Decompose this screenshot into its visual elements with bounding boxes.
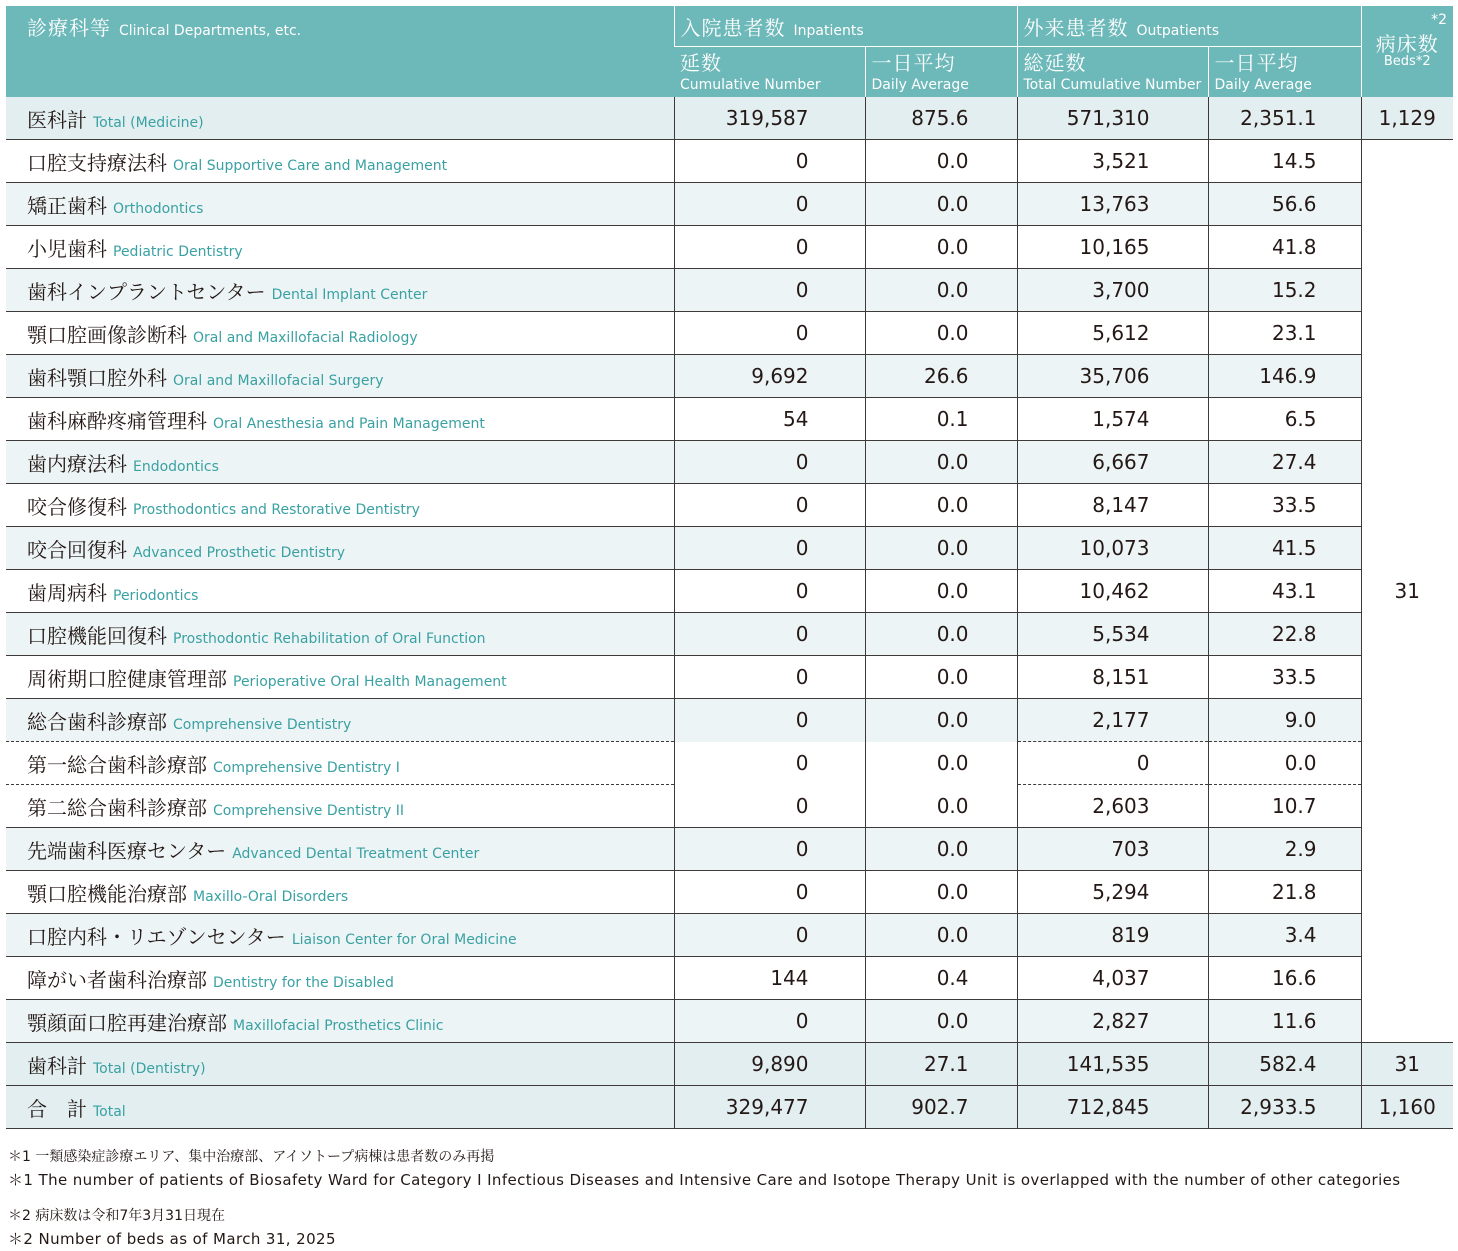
in-average-cell: 0.0 <box>865 828 1017 871</box>
table-row <box>6 398 1453 441</box>
table-row <box>6 355 1453 398</box>
out-cumulative-cell: 5,612 <box>1017 312 1208 355</box>
out-average-cell: 14.5 <box>1208 140 1361 183</box>
patient-statistics-table <box>6 6 1453 1129</box>
in-average-cell: 0.0 <box>865 742 1017 785</box>
out-cumulative-cell: 10,073 <box>1017 527 1208 570</box>
out-cumulative-cell: 3,700 <box>1017 269 1208 312</box>
in-average-cell: 0.0 <box>865 785 1017 828</box>
in-average-cell: 27.1 <box>865 1043 1017 1086</box>
out-average-cell: 146.9 <box>1208 355 1361 398</box>
header-in-cumulative: 延数 Cumulative Number <box>674 47 865 98</box>
header-outpatients: 外来患者数 Outpatients <box>1017 6 1361 47</box>
in-cumulative-cell: 0 <box>674 699 865 742</box>
out-average-cell: 2,351.1 <box>1208 97 1361 140</box>
table-header <box>6 6 1453 97</box>
out-average-cell: 9.0 <box>1208 699 1361 742</box>
out-cumulative-cell: 5,294 <box>1017 871 1208 914</box>
in-cumulative-cell: 9,890 <box>674 1043 865 1086</box>
in-cumulative-cell: 0 <box>674 785 865 828</box>
out-cumulative-cell: 2,177 <box>1017 699 1208 742</box>
table-row <box>6 570 1453 613</box>
row-label: 合 計 Total <box>6 1086 674 1129</box>
beds-cell: 1,160 <box>1361 1086 1453 1129</box>
out-cumulative-cell: 3,521 <box>1017 140 1208 183</box>
header-out-cumulative: 総延数 Total Cumulative Number <box>1017 47 1208 98</box>
row-label: 顎口腔機能治療部 Maxillo-Oral Disorders <box>6 871 674 914</box>
out-cumulative-cell: 1,574 <box>1017 398 1208 441</box>
out-cumulative-cell: 13,763 <box>1017 183 1208 226</box>
footnote-1-en: ＊1 The number of patients of Biosafety Ward for Category I Infectious Diseases and Intensive Care and Isotope Therapy Unit is overlapped with the number of other categories <box>8 1171 1401 1189</box>
header-beds: *2 病床数 Beds*2 <box>1361 6 1453 97</box>
out-average-cell: 11.6 <box>1208 1000 1361 1043</box>
out-average-cell: 41.8 <box>1208 226 1361 269</box>
in-cumulative-cell: 319,587 <box>674 97 865 140</box>
row-label: 顎口腔画像診断科 Oral and Maxillofacial Radiology <box>6 312 674 355</box>
out-average-cell: 27.4 <box>1208 441 1361 484</box>
in-cumulative-cell: 0 <box>674 871 865 914</box>
out-average-cell: 582.4 <box>1208 1043 1361 1086</box>
row-label: 咬合回復科 Advanced Prosthetic Dentistry <box>6 527 674 570</box>
out-average-cell: 15.2 <box>1208 269 1361 312</box>
table-row <box>6 785 1453 828</box>
row-label: 口腔内科・リエゾンセンター Liaison Center for Oral Medicine <box>6 914 674 957</box>
in-cumulative-cell: 9,692 <box>674 355 865 398</box>
out-cumulative-cell: 5,534 <box>1017 613 1208 656</box>
out-cumulative-cell: 4,037 <box>1017 957 1208 1000</box>
in-cumulative-cell: 0 <box>674 312 865 355</box>
beds-cell: 1,129 <box>1361 97 1453 140</box>
out-cumulative-cell: 6,667 <box>1017 441 1208 484</box>
in-cumulative-cell: 54 <box>674 398 865 441</box>
in-average-cell: 0.0 <box>865 312 1017 355</box>
in-cumulative-cell: 144 <box>674 957 865 1000</box>
out-average-cell: 33.5 <box>1208 484 1361 527</box>
in-cumulative-cell: 0 <box>674 570 865 613</box>
out-cumulative-cell: 10,462 <box>1017 570 1208 613</box>
footnote-2-jp: ＊2 病床数は令和7年3月31日現在 <box>8 1208 225 1224</box>
in-average-cell: 0.0 <box>865 699 1017 742</box>
in-average-cell: 0.0 <box>865 527 1017 570</box>
footnote-1-jp: ＊1 一類感染症診療エリア、集中治療部、アイソトープ病棟は患者数のみ再掲 <box>8 1149 495 1165</box>
in-cumulative-cell: 329,477 <box>674 1086 865 1129</box>
row-label: 歯科インプラントセンター Dental Implant Center <box>6 269 674 312</box>
in-average-cell: 0.1 <box>865 398 1017 441</box>
row-label: 小児歯科 Pediatric Dentistry <box>6 226 674 269</box>
in-average-cell: 0.0 <box>865 183 1017 226</box>
row-label: 口腔支持療法科 Oral Supportive Care and Management <box>6 140 674 183</box>
out-average-cell: 56.6 <box>1208 183 1361 226</box>
out-average-cell: 3.4 <box>1208 914 1361 957</box>
footnote-2-en: ＊2 Number of beds as of March 31, 2025 <box>8 1230 336 1248</box>
table-row <box>6 699 1453 742</box>
in-average-cell: 902.7 <box>865 1086 1017 1129</box>
out-average-cell: 2,933.5 <box>1208 1086 1361 1129</box>
in-cumulative-cell: 0 <box>674 527 865 570</box>
in-cumulative-cell: 0 <box>674 441 865 484</box>
out-cumulative-cell: 703 <box>1017 828 1208 871</box>
row-label: 歯科麻酔疼痛管理科 Oral Anesthesia and Pain Management <box>6 398 674 441</box>
table-row <box>6 742 1453 785</box>
in-average-cell: 26.6 <box>865 355 1017 398</box>
in-cumulative-cell: 0 <box>674 828 865 871</box>
header-departments: 診療科等 Clinical Departments, etc. <box>6 6 674 97</box>
out-average-cell: 0.0 <box>1208 742 1361 785</box>
in-average-cell: 0.0 <box>865 656 1017 699</box>
table-row <box>6 140 1453 183</box>
in-cumulative-cell: 0 <box>674 183 865 226</box>
table-row <box>6 871 1453 914</box>
header-out-daily-average: 一日平均 Daily Average <box>1208 47 1361 98</box>
in-average-cell: 0.0 <box>865 914 1017 957</box>
table-row <box>6 312 1453 355</box>
table-row <box>6 656 1453 699</box>
out-average-cell: 43.1 <box>1208 570 1361 613</box>
table-row <box>6 828 1453 871</box>
out-average-cell: 33.5 <box>1208 656 1361 699</box>
in-average-cell: 0.0 <box>865 613 1017 656</box>
in-average-cell: 0.0 <box>865 570 1017 613</box>
out-average-cell: 6.5 <box>1208 398 1361 441</box>
row-label: 総合歯科診療部 Comprehensive Dentistry <box>6 699 674 742</box>
in-cumulative-cell: 0 <box>674 484 865 527</box>
row-label: 歯周病科 Periodontics <box>6 570 674 613</box>
out-average-cell: 10.7 <box>1208 785 1361 828</box>
in-average-cell: 0.0 <box>865 140 1017 183</box>
in-cumulative-cell: 0 <box>674 914 865 957</box>
in-average-cell: 0.0 <box>865 441 1017 484</box>
table-row <box>6 226 1453 269</box>
in-average-cell: 0.0 <box>865 226 1017 269</box>
in-cumulative-cell: 0 <box>674 613 865 656</box>
out-cumulative-cell: 10,165 <box>1017 226 1208 269</box>
out-cumulative-cell: 0 <box>1017 742 1208 785</box>
in-average-cell: 875.6 <box>865 97 1017 140</box>
medicine-total-row <box>6 97 1453 140</box>
out-cumulative-cell: 712,845 <box>1017 1086 1208 1129</box>
in-average-cell: 0.0 <box>865 871 1017 914</box>
row-label: 顎顔面口腔再建治療部 Maxillofacial Prosthetics Clinic <box>6 1000 674 1043</box>
dentistry-total-row <box>6 1043 1453 1086</box>
in-average-cell: 0.0 <box>865 269 1017 312</box>
out-cumulative-cell: 571,310 <box>1017 97 1208 140</box>
in-cumulative-cell: 0 <box>674 269 865 312</box>
dental-beds-cell: 31 <box>1361 140 1453 1043</box>
row-label: 第一総合歯科診療部 Comprehensive Dentistry I <box>6 742 674 785</box>
row-label: 医科計 Total (Medicine) <box>6 97 674 140</box>
out-average-cell: 16.6 <box>1208 957 1361 1000</box>
beds-cell: 31 <box>1361 1043 1453 1086</box>
header-in-daily-average: 一日平均 Daily Average <box>865 47 1017 98</box>
row-label: 障がい者歯科治療部 Dentistry for the Disabled <box>6 957 674 1000</box>
in-cumulative-cell: 0 <box>674 226 865 269</box>
out-average-cell: 2.9 <box>1208 828 1361 871</box>
out-cumulative-cell: 819 <box>1017 914 1208 957</box>
table-row <box>6 269 1453 312</box>
row-label: 口腔機能回復科 Prosthodontic Rehabilitation of Oral Function <box>6 613 674 656</box>
out-cumulative-cell: 8,147 <box>1017 484 1208 527</box>
row-label: 周術期口腔健康管理部 Perioperative Oral Health Management <box>6 656 674 699</box>
row-label: 歯内療法科 Endodontics <box>6 441 674 484</box>
table-row <box>6 957 1453 1000</box>
table-row <box>6 183 1453 226</box>
grand-total-row <box>6 1086 1453 1129</box>
out-cumulative-cell: 2,827 <box>1017 1000 1208 1043</box>
in-average-cell: 0.0 <box>865 484 1017 527</box>
in-cumulative-cell: 0 <box>674 1000 865 1043</box>
footnotes <box>8 1146 1400 1251</box>
header-inpatients: 入院患者数 Inpatients <box>674 6 1017 47</box>
out-cumulative-cell: 35,706 <box>1017 355 1208 398</box>
row-label: 矯正歯科 Orthodontics <box>6 183 674 226</box>
out-cumulative-cell: 2,603 <box>1017 785 1208 828</box>
in-average-cell: 0.0 <box>865 1000 1017 1043</box>
table-row <box>6 1000 1453 1043</box>
row-label: 先端歯科医療センター Advanced Dental Treatment Center <box>6 828 674 871</box>
in-average-cell: 0.4 <box>865 957 1017 1000</box>
out-cumulative-cell: 141,535 <box>1017 1043 1208 1086</box>
row-label: 第二総合歯科診療部 Comprehensive Dentistry II <box>6 785 674 828</box>
out-cumulative-cell: 8,151 <box>1017 656 1208 699</box>
out-average-cell: 21.8 <box>1208 871 1361 914</box>
out-average-cell: 23.1 <box>1208 312 1361 355</box>
row-label: 咬合修復科 Prosthodontics and Restorative Dentistry <box>6 484 674 527</box>
table-row <box>6 527 1453 570</box>
out-average-cell: 22.8 <box>1208 613 1361 656</box>
out-average-cell: 41.5 <box>1208 527 1361 570</box>
table-row <box>6 613 1453 656</box>
in-cumulative-cell: 0 <box>674 656 865 699</box>
table-row <box>6 914 1453 957</box>
table-row <box>6 484 1453 527</box>
table-body <box>6 97 1453 1129</box>
row-label: 歯科顎口腔外科 Oral and Maxillofacial Surgery <box>6 355 674 398</box>
in-cumulative-cell: 0 <box>674 742 865 785</box>
table-row <box>6 441 1453 484</box>
in-cumulative-cell: 0 <box>674 140 865 183</box>
row-label: 歯科計 Total (Dentistry) <box>6 1043 674 1086</box>
